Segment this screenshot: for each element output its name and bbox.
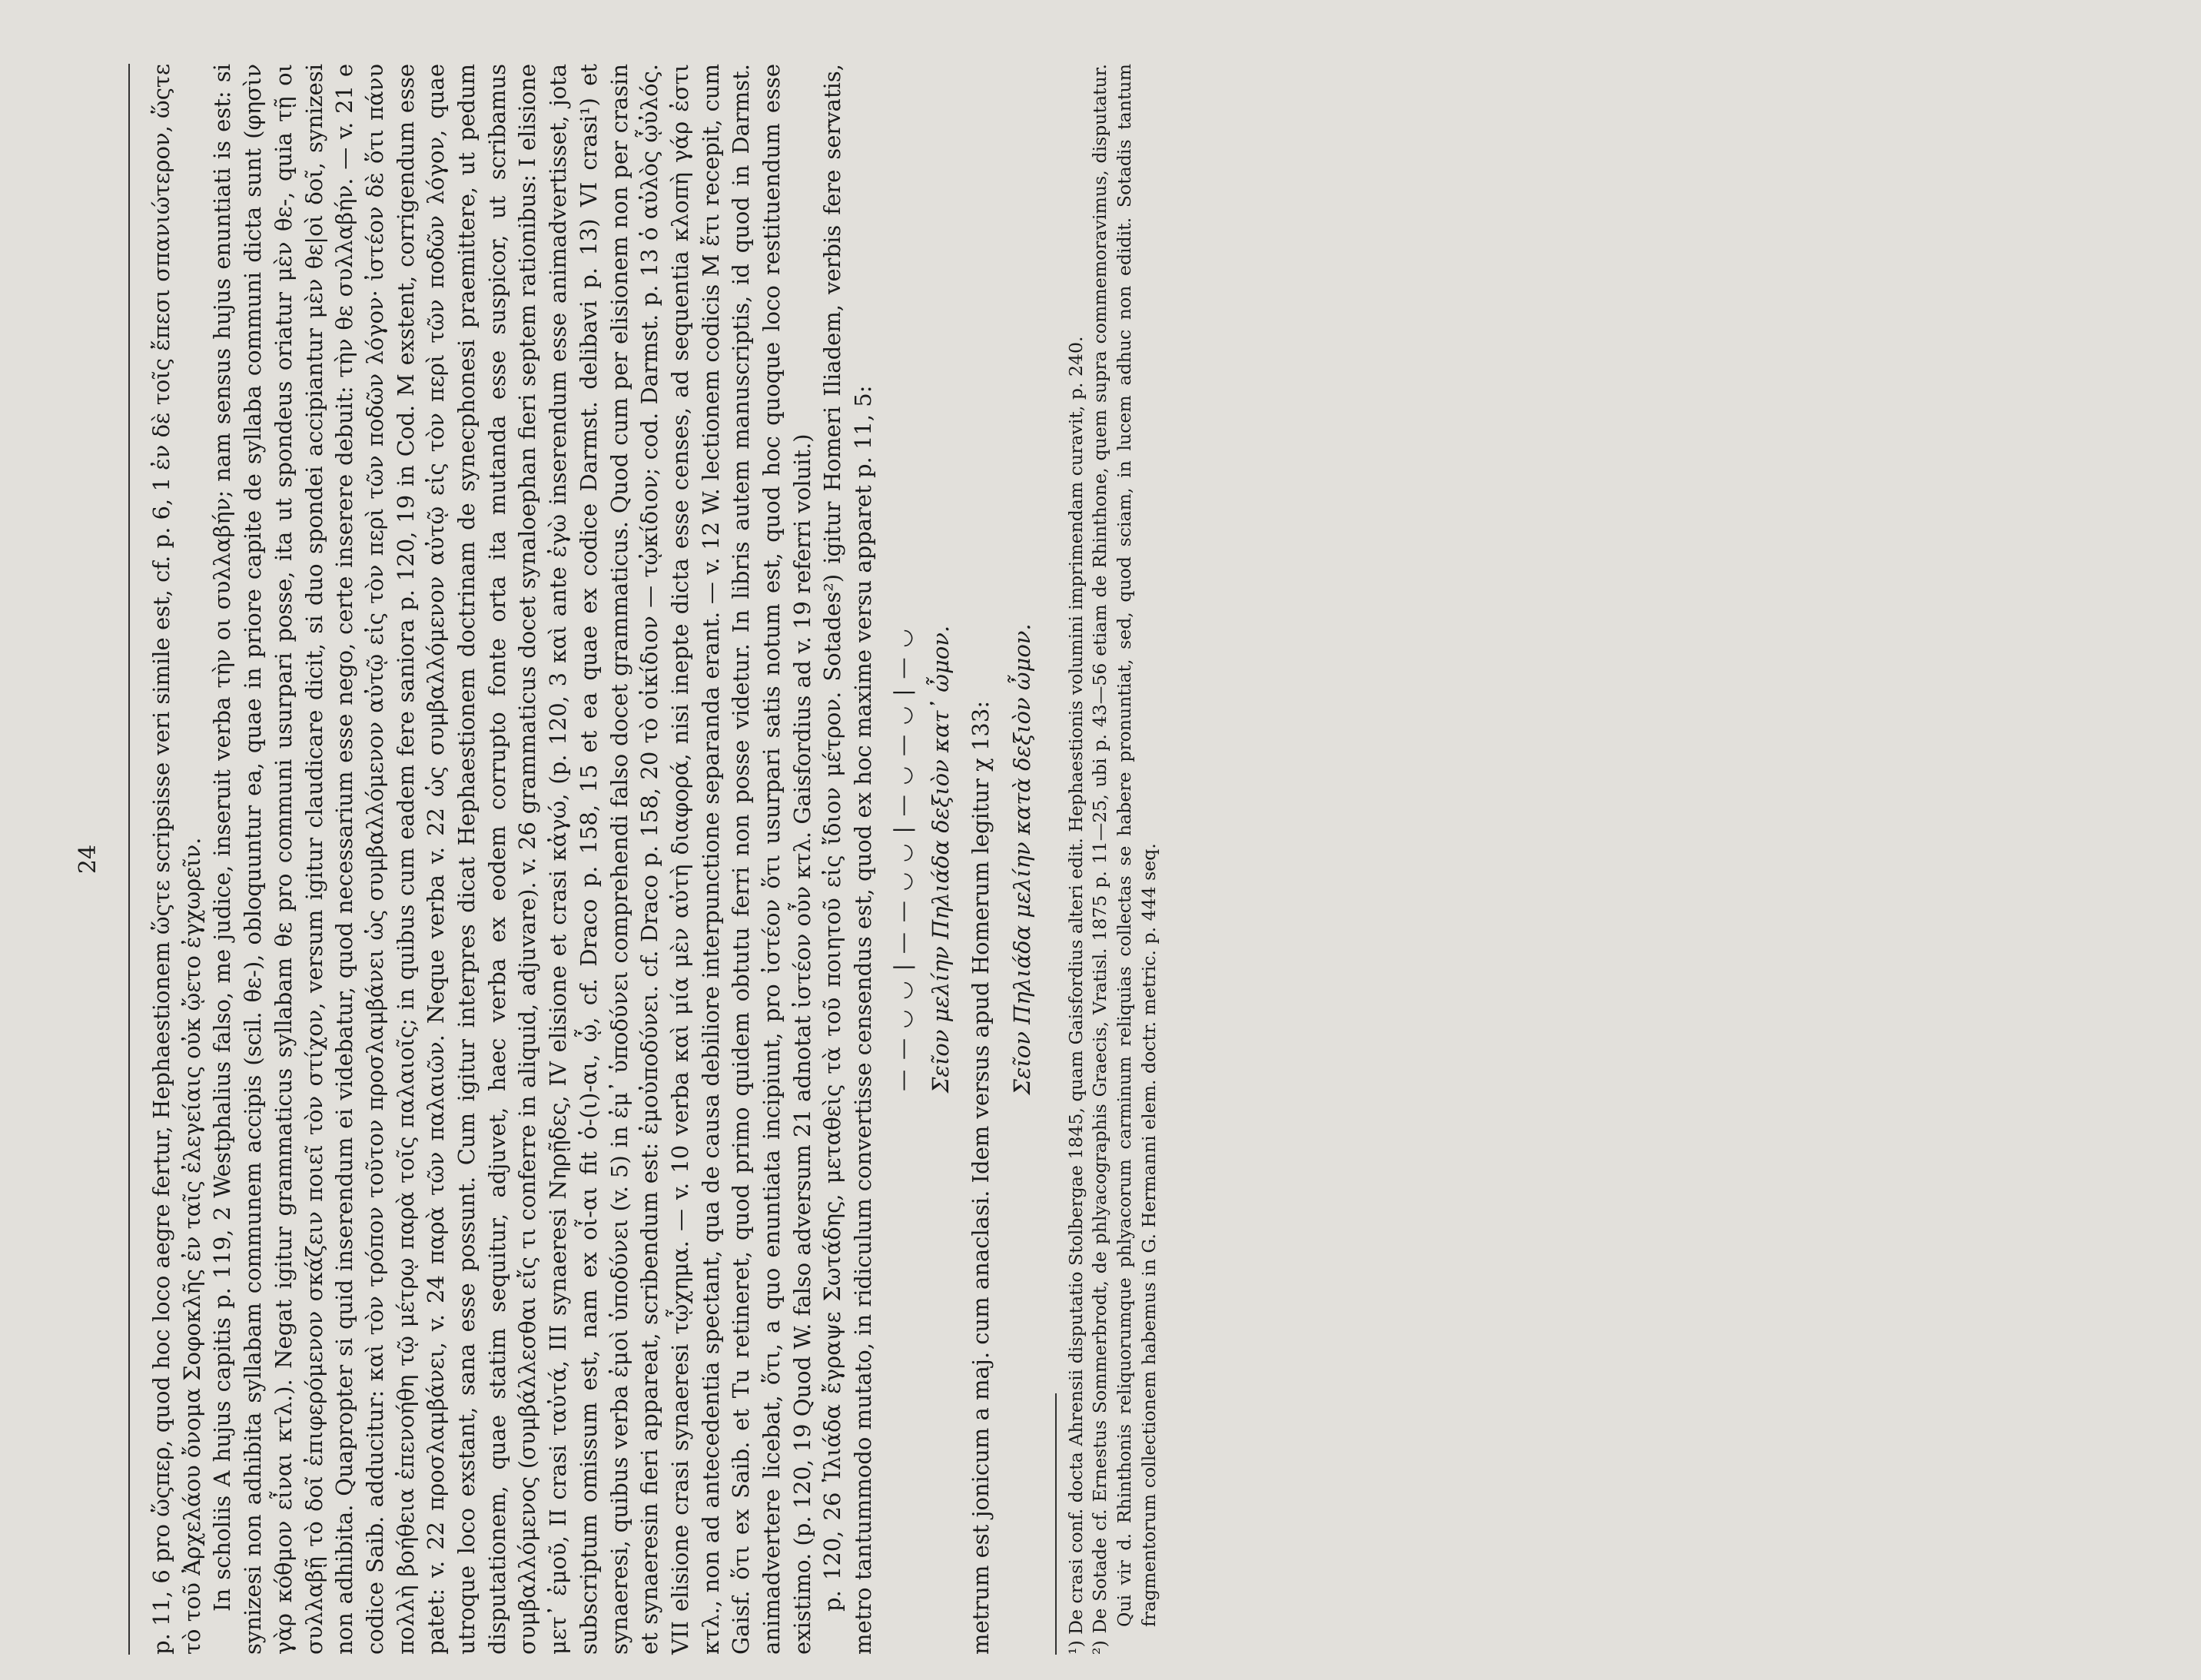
verse-homer	[1006, 64, 1038, 1655]
header-rule	[128, 64, 130, 1655]
paragraph-after-verse: metrum est jonicum a maj. cum anaclasi. Idem versus apud Homerum legitur χ 133:	[967, 700, 994, 1655]
verse-homer-text: Σεῖον Πηλιάδα μελίην κατὰ δεξιὸν ὦμον.	[1008, 623, 1035, 1095]
page-number: 24	[75, 844, 101, 875]
rotated-page	[73, 64, 2056, 1655]
footnote-2: ²) De Sotade cf. Ernestus Sommerbrodt, de phlyacographis Graecis, Vratisl. 1875 p. 11—25, ubi p. 43—56 etiam de Rhinthone, quem supra commemoravimus, disputatur. Qui vir d. Rhinthonis reliquorumque phlyacorum carminum reliquias collectas se habere pronuntiat, sed, quod sciam, in lucem adhuc non edidit. Sotadis tantum fragmentorum collectionem habemus in G. Hermanni elem. doctr. metric. p. 444 seq.	[1089, 64, 1160, 1655]
metrical-scheme: — — ◡ ◡ | — — ◡ ◡ | — ◡ — ◡ | — ◡	[889, 627, 915, 1091]
paragraph-1: p. 11, 6 pro ὥςπερ, quod hoc loco aegre fertur, Hephaestionem ὥςτε scripsisse veri simile est, cf. p. 6, 1 ἐν δὲ τοῖς ἔπεσι σπανιώτερον, ὥςτε τὸ τοῦ Ἀρχελάου ὄνομα Σοφοκλῆς ἐν ταῖς ἐλεγείαις οὐκ ᾤετο ἐγχωρεῖν.	[148, 64, 205, 1655]
paragraph-2: In scholiis A hujus capitis p. 119, 2 Westphalius falso, me judice, inseruit verba τὴν οι συλλαβήν; nam sensus hujus enuntiati is est: si synizesi non adhibita syllabam communem accipis (scil. θε-), obloquuntur ea, quae in priore capite de syllaba communi dicta sunt (φησὶν γὰρ κόθμον εἶναι κτλ.). Negat igitur grammaticus syllabam θε pro communi usurpari posse, ita ut spondeus oriatur μὲν θε-, quia τῇ οι συλλαβῇ τὸ δοῖ ἐπιφερόμενον σκάζειν ποιεῖ τὸν στίχον, versum igitur claudicare dicit, si duo spondei accipiantur μὲν θε|οὶ δοῖ, synizesi non adhibita. Quapropter si quid inserendum ei videbatur, quod necessarium esse nego, certe inserere debuit: τὴν θε συλλαβήν. — v. 21 e codice Saib. adducitur: καὶ τὸν τρόπον τοῦτον προσλαμβάνει ὡς συμβαλλόμενον αὐτῷ εἰς τὸν περὶ τῶν ποδῶν λόγον· ἰστέον δὲ ὅτι πάνυ πολλὴ βοήθεια ἐπενοήθη τῷ μέτρῳ παρὰ τοῖς παλαιοῖς; in quibus cum eadem fere saniora p. 120, 19 in Cod. M exstent, corrigendum esse patet: v. 22 προσλαμβάνει, v. 24 παρὰ τῶν παλαιῶν. Neque verba v. 22 ὡς συμβαλλόμενον αὐτῷ εἰς τὸν περὶ τῶν ποδῶν λόγον, quae utroque loco exstant, sana esse possunt. Cum igitur interpres dicat Hephaestionem doctrinam de synecphonesi praemittere, ut pedum disputationem, quae statim sequitur, adjuvet, haec verba ex eodem corrupto fonte orta ita mutanda esse suspicor, ut scribamus συμβαλλόμενος (συμβάλλεσθαι εἴς τι conferre in aliquid, adjuvare). v. 26 grammaticus docet synaloephan fieri septem rationibus: I elisione μετ᾽ ἐμοῦ, II crasi ταὐτά, III synaeresi Νηρῇδες, IV elisione et crasi κἀγώ, (p. 120, 3 καὶ ante ἐγὼ inserendum esse animadvertisset, jota subscriptum omissum est, nam ex οἷ-αι fit ὁ-(ι)-αι, ᾧ, cf. Draco p. 158, 15 et ea quae ex codice Darmst. delibavi p. 13) VI crasi¹) et synaeresi, quibus verba ἐμοὶ ὑποδύνει (v. 5) in ἐμ᾽ ὑποδύνει comprehendi falso docet grammaticus. Quod cum per elisionem non per crasin et synaeresin fieri appareat, scribendum est: ἐμοὐποδύνει. cf. Draco p. 158, 20 τὸ οἰκίδιον — τᾠκίδιον; cod. Darmst. p. 13 ὁ αὐλὸς ᾧὐλός. VII elisione crasi synaeresi τᾦχημα. — v. 10 verba καὶ μία μὲν αὐτὴ διαφορά, nisi inepte dicta esse censes, ad sequentia κλοπὴ γάρ ἐστι κτλ., non ad antecedentia spectant, qua de causa debiliore interpunctione separanda erant. — v. 12 W. lectionem codicis M ἔτι recepit, cum Gaisf. ὅτι ex Saib. et Tu retineret, quod primo quidem obtutu ferri non posse videtur. In libris autem manuscriptis, id quod in Darmst. animadvertere licebat, ὅτι, a quo enuntiata incipiunt, pro ἰστέον ὅτι usurpari satis notum est, quod hoc quoque loco restituendum esse existimo. (p. 120, 19 Quod W. falso adversum 21 adnotat ἰστέον οὖν κτλ. Gaisfordius ad v. 19 referri voluit.)	[209, 64, 815, 1655]
paragraph-3: p. 120, 26 Ἰλιάδα ἔγραψε Σωτάδης, μεταθεὶς τὰ τοῦ ποιητοῦ εἰς ἴδιον μέτρον. Sotades²) igitur Homeri Iliadem, verbis fere servatis, metro tantummodo mutato, in ridiculum convertisse censendus est, quod ex hoc maxime versu apparet p. 11, 5:	[819, 64, 877, 1655]
verse-sotades	[925, 64, 957, 1655]
footnote-1: ¹) De crasi conf. docta Ahrensii disputatio Stolbergae 1845, quam Gaisfordius alteri edit. Hephaestionis volumini imprimendam curavit, p. 240.	[1064, 336, 1087, 1655]
verse-sotades-text: Σεῖον μελίην Πηλιάδα δεξιὸν κατ᾽ ὦμον.	[927, 625, 954, 1094]
main-text	[147, 64, 1162, 1655]
footnote-rule	[1055, 1393, 1057, 1655]
